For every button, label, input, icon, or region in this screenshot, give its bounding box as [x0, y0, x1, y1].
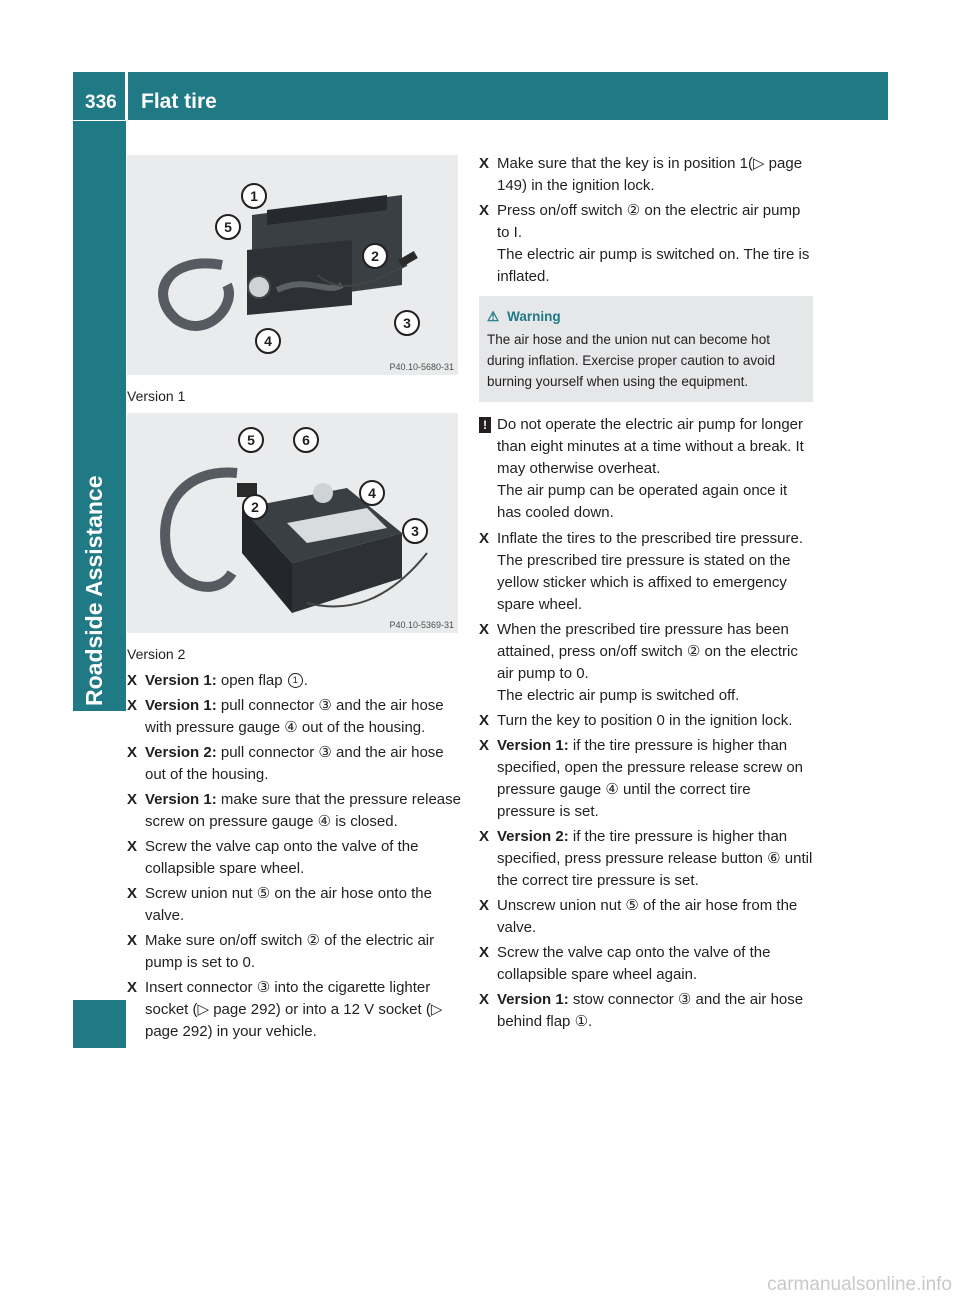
left-column-steps: [127, 670, 462, 1046]
svg-text:3: 3: [411, 523, 419, 539]
step-text: Inflate the tires to the prescribed tire pressure.: [497, 530, 803, 547]
figure-code: P40.10-5680-31: [389, 362, 454, 372]
step-marker-icon: X: [479, 944, 490, 961]
step-text: Make sure that the key is in position 1(▷ page 149) in the ignition lock.: [497, 155, 803, 194]
step-item: [127, 883, 462, 927]
step-version-label: Version 1:: [497, 737, 569, 754]
step-text: if the tire pressure is higher than specified, press pressure release button ⑥ until the correct tire pressure is set.: [497, 828, 813, 889]
svg-text:4: 4: [368, 485, 376, 501]
step-version-label: Version 1:: [145, 697, 217, 714]
step-item: [127, 930, 462, 974]
warning-box: [479, 296, 813, 402]
step-item: [479, 735, 813, 823]
step-result: The electric air pump is switched off.: [497, 687, 740, 704]
callout-1-icon: 1: [288, 673, 303, 688]
step-item: [479, 619, 813, 707]
step-marker-icon: X: [127, 672, 138, 689]
step-marker-icon: X: [479, 991, 490, 1008]
figure-caption-1: Version 1: [127, 388, 186, 404]
step-item: [479, 895, 813, 939]
step-text: open flap: [216, 672, 287, 689]
step-version-label: Version 1:: [145, 672, 217, 689]
step-text: Screw union nut ⑤ on the air hose onto the valve.: [145, 885, 432, 924]
step-marker-icon: X: [127, 791, 138, 808]
step-marker-icon: X: [127, 744, 138, 761]
step-item: [479, 942, 813, 986]
header-divider: [125, 72, 128, 120]
step-item: [127, 836, 462, 880]
step-marker-icon: X: [479, 737, 490, 754]
step-subtext: The prescribed tire pressure is stated on the yellow sticker which is affixed to emergency spare wheel.: [497, 552, 791, 613]
step-text: stow connector ③ and the air hose behind flap ①.: [497, 991, 804, 1030]
section-label: Roadside Assistance: [81, 475, 107, 706]
step-text-tail: .: [303, 672, 308, 689]
svg-text:1: 1: [250, 188, 258, 204]
step-text: pull connector ③ and the air hose with pressure gauge ④ out of the housing.: [145, 697, 444, 736]
right-column-steps: [479, 153, 813, 1036]
step-text: Screw the valve cap onto the valve of the collapsible spare wheel again.: [497, 944, 771, 983]
step-item: [127, 789, 462, 833]
svg-text:2: 2: [371, 248, 379, 264]
step-version-label: Version 1:: [145, 791, 217, 808]
step-text: Press on/off switch ② on the electric air pump to I.: [497, 202, 801, 241]
svg-text:2: 2: [251, 499, 259, 515]
footer-watermark: carmanualsonline.info: [767, 1274, 952, 1295]
warning-text: The air hose and the union nut can become hot during inflation. Exercise proper caution to avoid burning yourself when using the equipment.: [487, 332, 776, 389]
step-result: The electric air pump is switched on. The tire is inflated.: [497, 246, 810, 285]
page-title: Flat tire: [141, 90, 217, 113]
step-text: make sure that the pressure release screw on pressure gauge ④ is closed.: [145, 791, 461, 830]
exclamation-icon: !: [479, 417, 491, 433]
step-marker-icon: X: [479, 621, 490, 638]
step-marker-icon: X: [479, 712, 490, 729]
section-tab-marker: [73, 1000, 126, 1048]
step-text: When the prescribed tire pressure has been attained, press on/off switch ② on the electric air pump to 0.: [497, 621, 798, 682]
step-marker-icon: X: [127, 885, 138, 902]
step-text: if the tire pressure is higher than specified, open the pressure release screw on pressure gauge ④ until the correct tire pressure is set.: [497, 737, 804, 820]
page-header: [73, 72, 888, 120]
step-item: [479, 200, 813, 288]
step-marker-icon: X: [127, 838, 138, 855]
warning-header: [487, 306, 803, 327]
step-text: Unscrew union nut ⑤ of the air hose from the valve.: [497, 897, 798, 936]
warning-title: Warning: [507, 309, 561, 324]
step-item: [479, 528, 813, 616]
caution-note: [479, 414, 813, 524]
figure-version-1: [127, 155, 458, 375]
step-item: [127, 670, 462, 692]
step-text: Turn the key to position 0 in the ignition lock.: [497, 712, 793, 729]
page-number: 336: [85, 92, 117, 113]
figure-version-2: [127, 413, 458, 633]
step-text: Screw the valve cap onto the valve of the collapsible spare wheel.: [145, 838, 419, 877]
step-marker-icon: X: [479, 202, 490, 219]
step-marker-icon: X: [479, 530, 490, 547]
step-marker-icon: X: [479, 897, 490, 914]
warning-triangle-icon: ⚠: [487, 309, 500, 324]
step-item: [479, 153, 813, 197]
step-item: [479, 710, 813, 732]
svg-text:6: 6: [302, 432, 310, 448]
step-text: Make sure on/off switch ② of the electric air pump is set to 0.: [145, 932, 435, 971]
step-marker-icon: X: [127, 932, 138, 949]
step-item: [127, 742, 462, 786]
step-version-label: Version 1:: [497, 991, 569, 1008]
figure-caption-2: Version 2: [127, 646, 186, 662]
note-subtext: The air pump can be operated again once it has cooled down.: [497, 482, 788, 521]
figure-code: P40.10-5369-31: [389, 620, 454, 630]
step-marker-icon: X: [127, 979, 138, 996]
step-text: pull connector ③ and the air hose out of the housing.: [145, 744, 444, 783]
svg-text:4: 4: [264, 333, 272, 349]
step-item: [127, 695, 462, 739]
step-version-label: Version 2:: [497, 828, 569, 845]
air-pump-illustration-1: [127, 155, 458, 375]
step-marker-icon: X: [127, 697, 138, 714]
note-text: Do not operate the electric air pump for longer than eight minutes at a time without a break. It may otherwise overheat.: [497, 416, 804, 477]
air-pump-illustration-2: [127, 413, 458, 633]
step-text: Insert connector ③ into the cigarette lighter socket (▷ page 292) or into a 12 V socket (▷ page 292) in your vehicle.: [145, 979, 443, 1040]
section-sidebar: [73, 121, 126, 711]
step-item: [479, 826, 813, 892]
step-version-label: Version 2:: [145, 744, 217, 761]
step-marker-icon: X: [479, 828, 490, 845]
svg-text:3: 3: [403, 315, 411, 331]
step-marker-icon: X: [479, 155, 490, 172]
svg-text:5: 5: [247, 432, 255, 448]
svg-text:5: 5: [224, 219, 232, 235]
step-item: [127, 977, 462, 1043]
step-item: [479, 989, 813, 1033]
